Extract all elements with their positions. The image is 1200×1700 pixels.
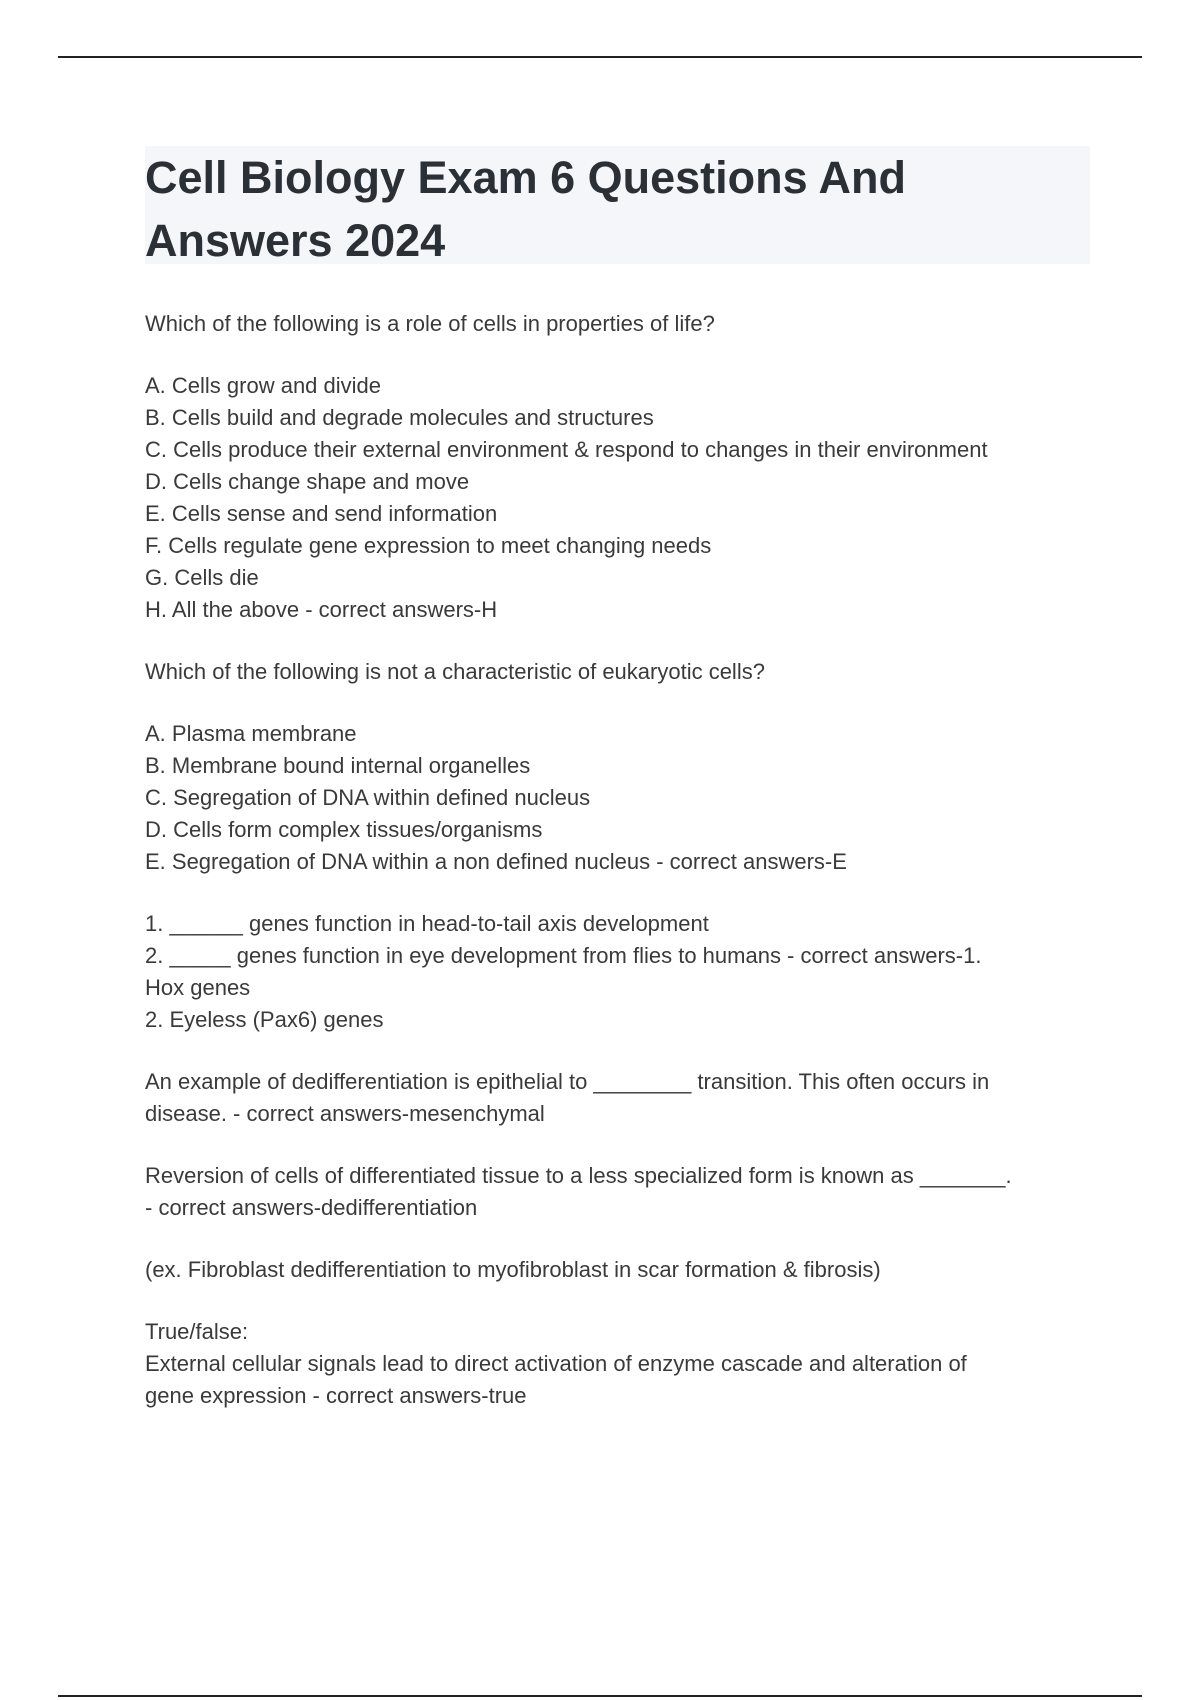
- option-line: E. Cells sense and send information: [145, 501, 498, 526]
- top-rule: [58, 56, 1142, 58]
- text-line: (ex. Fibroblast dedifferentiation to myofibroblast in scar formation & fibrosis): [145, 1257, 881, 1282]
- option-line: A. Plasma membrane: [145, 721, 357, 746]
- text-line: 2. Eyeless (Pax6) genes: [145, 1007, 384, 1032]
- text-line: - correct answers-dedifferentiation: [145, 1195, 478, 1220]
- text-line: disease. - correct answers-mesenchymal: [145, 1101, 545, 1126]
- question-2-options: [145, 718, 1090, 878]
- example-note: [145, 1254, 1090, 1286]
- title-box: [145, 146, 1090, 264]
- option-line: D. Cells form complex tissues/organisms: [145, 817, 543, 842]
- question-1-prompt: [145, 308, 1090, 340]
- text-line: Which of the following is a role of cells in properties of life?: [145, 311, 715, 336]
- text-line: Hox genes: [145, 975, 251, 1000]
- option-line: B. Cells build and degrade molecules and structures: [145, 405, 654, 430]
- text-line: 2. _____ genes function in eye development from flies to humans - correct answers-1.: [145, 943, 982, 968]
- bottom-rule: [58, 1695, 1142, 1697]
- text-line: Reversion of cells of differentiated tissue to a less specialized form is known as _______.: [145, 1163, 1012, 1188]
- question-2-prompt: [145, 656, 1090, 688]
- text-line: An example of dedifferentiation is epithelial to ________ transition. This often occurs in: [145, 1069, 990, 1094]
- option-line: E. Segregation of DNA within a non defined nucleus - correct answers-E: [145, 849, 847, 874]
- text-line: 1. ______ genes function in head-to-tail axis development: [145, 911, 709, 936]
- question-3: [145, 908, 1090, 1036]
- option-line: C. Segregation of DNA within defined nucleus: [145, 785, 591, 810]
- question-4: [145, 1066, 1090, 1130]
- text-line: External cellular signals lead to direct activation of enzyme cascade and alteration of: [145, 1351, 967, 1376]
- text-line: Which of the following is not a characteristic of eukaryotic cells?: [145, 659, 765, 684]
- text-line: True/false:: [145, 1319, 249, 1344]
- question-5: [145, 1160, 1090, 1224]
- document-body: [145, 146, 1090, 1442]
- question-6: [145, 1316, 1090, 1412]
- option-line: A. Cells grow and divide: [145, 373, 382, 398]
- option-line: F. Cells regulate gene expression to meet changing needs: [145, 533, 712, 558]
- text-line: gene expression - correct answers-true: [145, 1383, 527, 1408]
- question-1-options: [145, 370, 1090, 626]
- option-line: C. Cells produce their external environment & respond to changes in their environment: [145, 437, 988, 462]
- page-title: Cell Biology Exam 6 Questions And Answers 2024: [145, 152, 906, 266]
- option-line: B. Membrane bound internal organelles: [145, 753, 531, 778]
- option-line: G. Cells die: [145, 565, 259, 590]
- option-line: D. Cells change shape and move: [145, 469, 470, 494]
- option-line: H. All the above - correct answers-H: [145, 597, 498, 622]
